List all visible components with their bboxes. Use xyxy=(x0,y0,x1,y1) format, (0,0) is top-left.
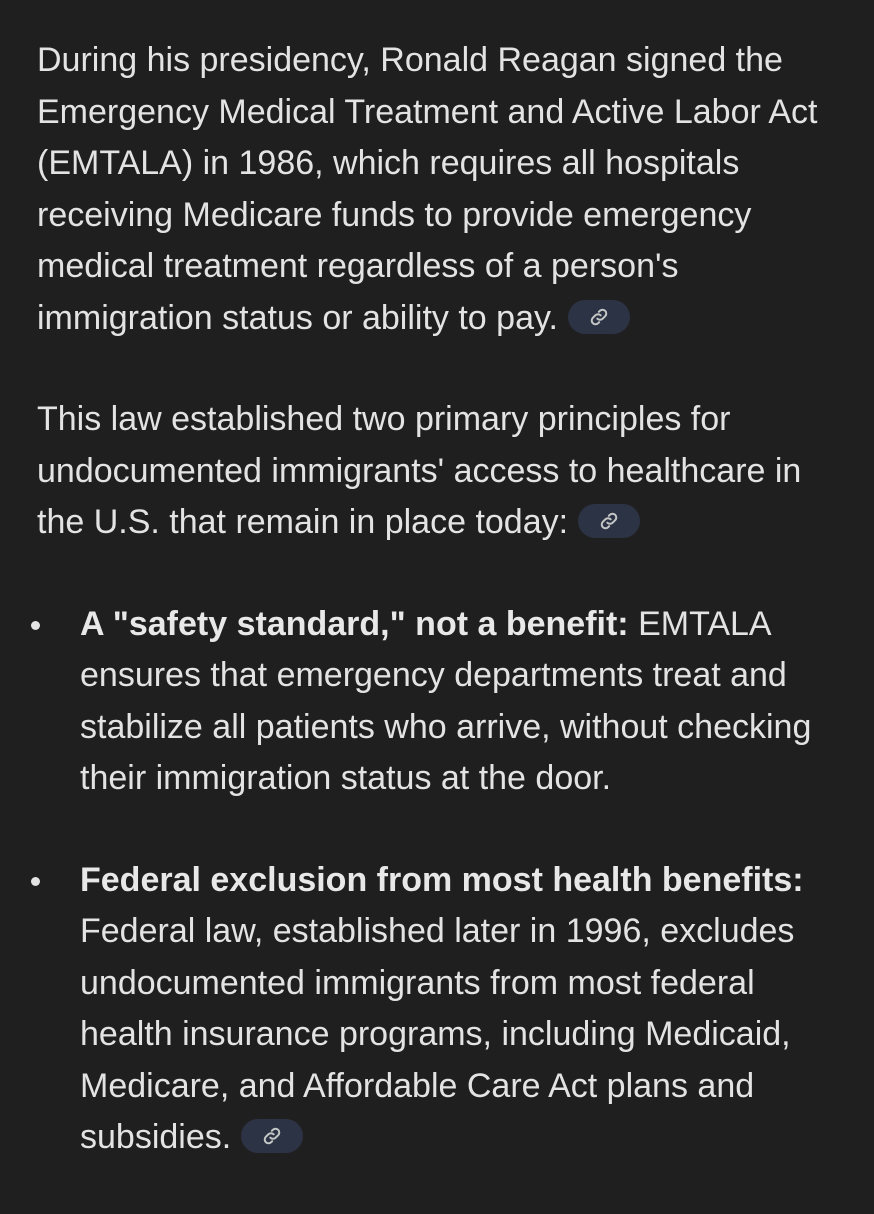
intro-paragraph-text: During his presidency, Ronald Reagan signed the Emergency Medical Treatment and Active Labor Act (EMTALA) in 1986, which requires all hospitals receiving Medicare funds to provide emergency medical treatment regardless of a person's immigration status or ability to pay. xyxy=(37,41,818,337)
link-icon xyxy=(599,511,619,531)
intro-paragraph xyxy=(37,35,847,344)
bullet-dot xyxy=(31,621,40,630)
list-item-text: Federal law, established later in 1996, excludes undocumented immigrants from most federal health insurance programs, including Medicaid, Medicare, and Affordable Care Act plans and subsidies. xyxy=(80,912,795,1156)
principles-paragraph xyxy=(37,394,847,549)
principles-paragraph-text: This law established two primary principles for undocumented immigrants' access to healthcare in the U.S. that remain in place today: xyxy=(37,400,802,541)
response-content xyxy=(37,35,847,1214)
source-link-chip[interactable] xyxy=(578,504,640,538)
list-item-heading: A "safety standard," not a benefit: xyxy=(80,604,629,643)
list-item-text: EMTALA ensures that emergency departments treat and stabilize all patients who arrive, without checking their immigration status at the door. xyxy=(80,604,812,797)
bullet-dot xyxy=(31,877,40,886)
link-icon xyxy=(589,307,609,327)
principles-list xyxy=(37,599,847,1164)
list-item xyxy=(37,599,847,805)
source-link-chip[interactable] xyxy=(568,300,630,334)
link-icon xyxy=(262,1126,282,1146)
source-link-chip[interactable] xyxy=(241,1119,303,1153)
list-item xyxy=(37,855,847,1164)
list-item-heading: Federal exclusion from most health benefits: xyxy=(80,860,804,899)
